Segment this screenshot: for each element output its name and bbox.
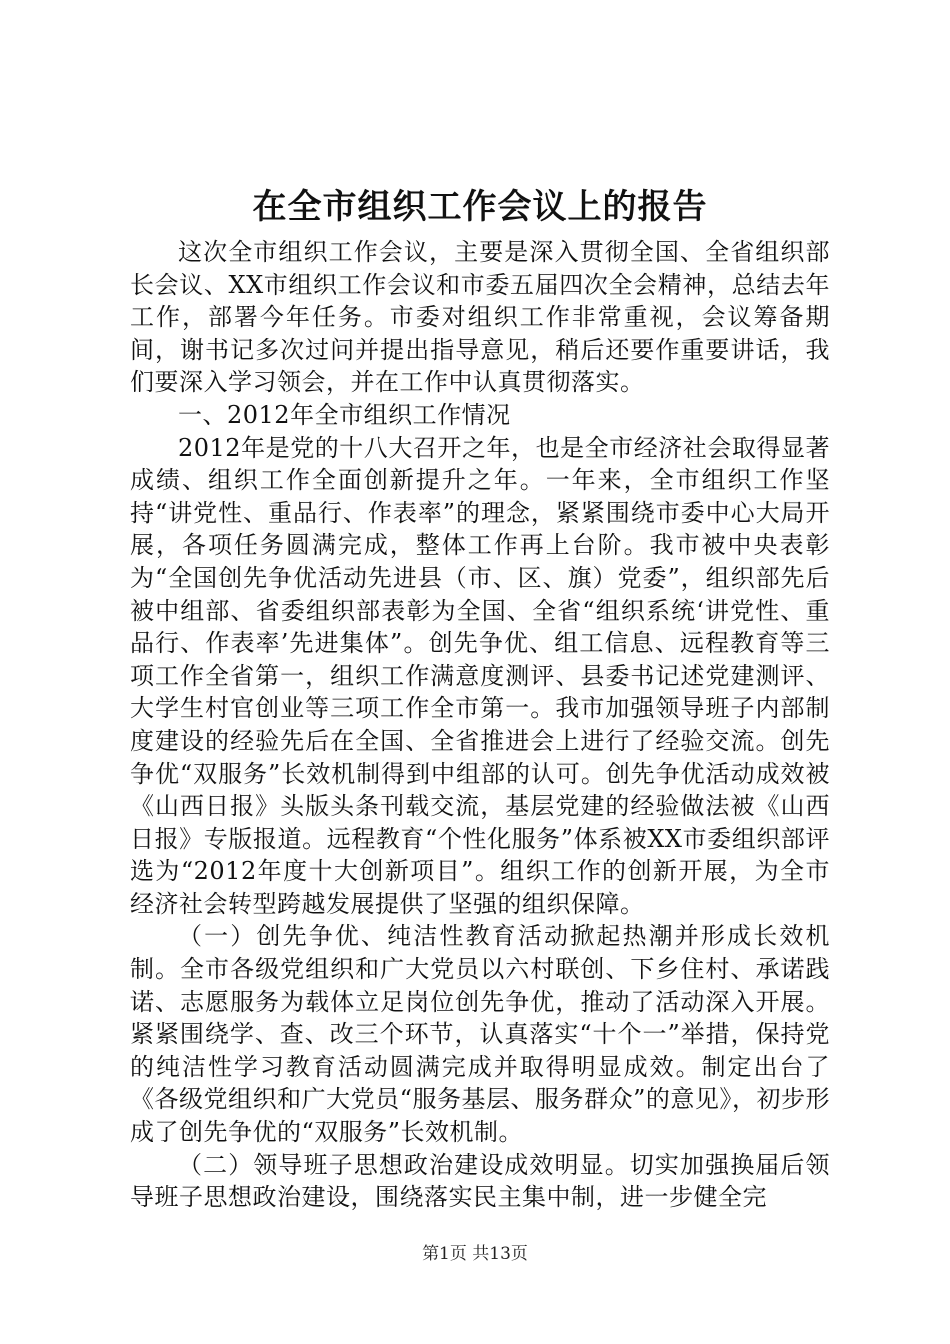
page-number-footer: 第1页 共13页 xyxy=(422,1244,528,1264)
paragraph-subsection-one: （一）创先争优、纯洁性教育活动掀起热潮并形成长效机制。全市各级党组织和广大党员以六村联创、下乡住村、承诺践诺、志愿服务为载体立足岗位创先争优，推动了活动深入开展。紧紧围绕学、查、改三个环节，认真落实“十个一”举措，保持党的纯洁性学习教育活动圆满完成并取得明显成效。制定出台了《各级党组织和广大党员“服务基层、服务群众”的意见》，初步形成了创先争优的“双服务”长效机制。 xyxy=(130,922,830,1147)
paragraph-intro: 这次全市组织工作会议，主要是深入贯彻全国、全省组织部长会议、XX市组织工作会议和市委五届四次全会精神，总结去年工作，部署今年任务。市委对组织工作非常重视，会议筹备期间，谢书记多次过问并提出指导意见，稍后还要作重要讲话，我们要深入学习领会，并在工作中认真贯彻落实。 xyxy=(130,238,830,397)
document-page xyxy=(130,182,830,1214)
section-heading-one: 一、2012年全市组织工作情况 xyxy=(178,400,511,429)
document-title: 在全市组织工作会议上的报告 xyxy=(252,187,708,227)
paragraph-2012-summary: 2012年是党的十八大召开之年，也是全市经济社会取得显著成绩、组织工作全面创新提升之年。一年来，全市组织工作坚持“讲党性、重品行、作表率”的理念，紧紧围绕市委中心大局开展，各项任务圆满完成，整体工作再上台阶。我市被中央表彰为“全国创先争优活动先进县（市、区、旗）党委”，组织部先后被中组部、省委组织部表彰为全国、全省“组织系统‘讲党性、重品行、作表率’先进集体”。创先争优、组工信息、远程教育等三项工作全省第一，组织工作满意度测评、县委书记述党建测评、大学生村官创业等三项工作全市第一。我市加强领导班子内部制度建设的经验先后在全国、全省推进会上进行了经验交流。创先争优“双服务”长效机制得到中组部的认可。创先争优活动成效被《山西日报》头版头条刊载交流，基层党建的经验做法被《山西日报》专版报道。远程教育“个性化服务”体系被XX市委组织部评选为“2012年度十大创新项目”。组织工作的创新开展，为全市经济社会转型跨越发展提供了坚强的组织保障。 xyxy=(130,433,830,918)
paragraph-subsection-two: （二）领导班子思想政治建设成效明显。切实加强换届后领导班子思想政治建设，围绕落实民主集中制，进一步健全完 xyxy=(130,1150,830,1212)
